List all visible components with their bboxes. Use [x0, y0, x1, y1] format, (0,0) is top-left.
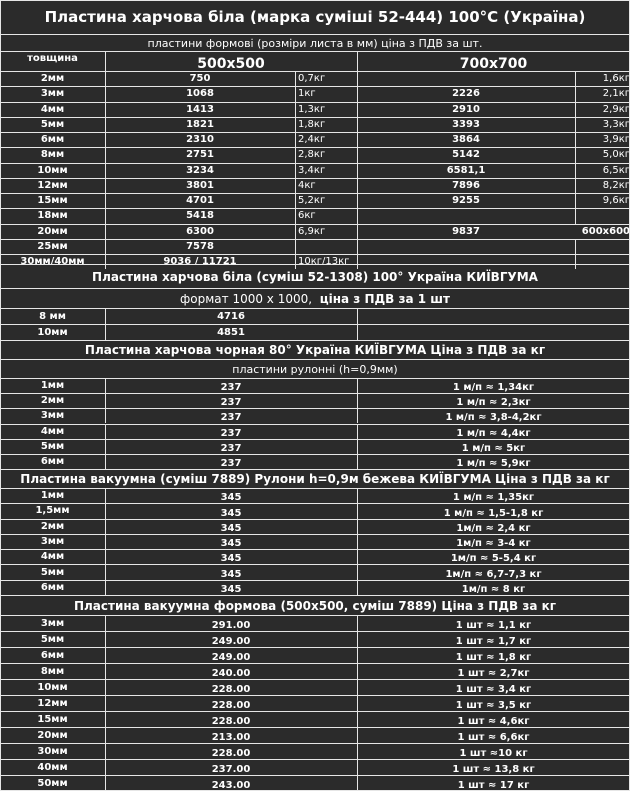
weight-cell: 1м/п ≈ 3-4 кг — [456, 538, 531, 550]
price-700-cell — [357, 240, 575, 254]
price-cell: 345 — [220, 507, 242, 519]
weight-500-cell: 6кг — [298, 210, 316, 222]
thickness-cell: 5мм — [40, 633, 65, 645]
price-700-cell — [357, 72, 575, 86]
thickness-cell: 2мм — [40, 520, 65, 532]
price-500-cell: 3234 — [186, 164, 214, 176]
section1-header-row — [0, 51, 630, 71]
weight-500-cell: 5,2кг — [298, 195, 326, 207]
price-500-cell: 3801 — [186, 179, 214, 191]
table-row — [0, 439, 630, 454]
section2-title-row — [0, 264, 630, 288]
table-row — [0, 308, 630, 324]
thickness-header: товщина — [27, 53, 78, 64]
table-row — [0, 775, 630, 791]
price-700-cell — [357, 209, 575, 223]
thickness-cell: 2мм — [40, 395, 65, 407]
weight-cell: 1 шт ≈ 1,8 кг — [455, 652, 532, 663]
section2-format: формат 1000 х 1000, — [180, 291, 313, 306]
thickness-cell: 5мм — [40, 566, 65, 578]
table-row — [0, 408, 630, 423]
table-row — [0, 193, 630, 208]
weight-cell: 1м/п ≈ 5-5,4 кг — [450, 553, 537, 565]
weight-500-cell: 6,9кг — [298, 225, 326, 237]
price-cell: 228.00 — [211, 700, 251, 711]
price-cell: 249.00 — [211, 636, 251, 647]
thickness-cell: 8мм — [40, 149, 65, 161]
table-row — [0, 695, 630, 711]
section3-title-row — [0, 340, 630, 359]
price-500-cell: 1413 — [186, 103, 214, 115]
price-cell: 345 — [220, 492, 242, 504]
thickness-cell: 30мм/40мм — [20, 256, 85, 268]
weight-cell: 1 м/п ≈ 1,34кг — [452, 382, 535, 394]
weight-cell: 1 м/п ≈ 5кг — [461, 442, 526, 454]
thickness-cell: 50мм — [37, 777, 68, 789]
price-cell: 237 — [220, 397, 242, 409]
thickness-cell: 3мм — [40, 617, 65, 629]
thickness-cell: 4мм — [40, 551, 65, 563]
weight-700-cell: 9,6кг — [602, 195, 630, 207]
weight-500-cell: 0,7кг — [298, 73, 326, 85]
price-700-cell: 5142 — [452, 149, 480, 161]
thickness-cell: 20мм — [37, 729, 68, 741]
price-cell: 228.00 — [211, 684, 251, 695]
table-row — [0, 424, 630, 439]
thickness-cell: 40мм — [37, 761, 68, 773]
weight-700-cell: 1,6кг — [602, 73, 630, 85]
weight-cell: 1 шт ≈ 4,6кг — [457, 716, 530, 727]
price-700-cell: 6581,1 — [446, 164, 486, 176]
table-row — [0, 631, 630, 647]
price-700-cell: 7896 — [452, 179, 480, 191]
table-row — [0, 488, 630, 503]
section4-title: Пластина вакуумна (суміш 7889) Рулони h=0,9м бежева КИЇВГУМА Ціна з ПДВ за кг — [20, 472, 610, 486]
thickness-cell: 5мм — [40, 118, 65, 130]
price-cell: 4716 — [217, 310, 245, 322]
thickness-cell: 3мм — [40, 536, 65, 547]
section2-title: Пластина харчова біла (суміш 52-1308) 100° Україна КИЇВГУМА — [92, 269, 538, 284]
weight-cell: 1 шт ≈ 1,7 кг — [455, 636, 532, 647]
thickness-cell: 3мм — [40, 88, 65, 100]
table-row — [0, 519, 630, 534]
section2-subtitle-row — [0, 288, 630, 308]
price-500-cell: 6300 — [186, 225, 214, 237]
weight-500-cell: 1,8кг — [298, 118, 326, 130]
weight-cell: 1 м/п ≈ 1,35кг — [452, 492, 535, 504]
table-row — [0, 503, 630, 518]
thickness-cell: 6мм — [40, 581, 65, 593]
price-cell: 345 — [220, 553, 242, 565]
price-cell: 4851 — [217, 326, 245, 338]
table-row — [0, 208, 630, 223]
weight-cell: 1м/п ≈ 2,4 кг — [456, 522, 531, 534]
price-500-cell: 750 — [189, 73, 211, 85]
thickness-cell: 10мм — [37, 681, 68, 693]
weight-cell: 1 шт ≈ 3,5 кг — [455, 700, 532, 711]
thickness-cell: 6мм — [40, 134, 65, 146]
weight-cell: 1 м/п ≈ 3,8-4,2кг — [445, 412, 542, 424]
weight-500-cell: 2,8кг — [298, 149, 326, 161]
weight-700-cell — [575, 240, 630, 254]
table-row — [0, 239, 630, 254]
weight-500-cell: 10кг/13кг — [298, 256, 350, 268]
price-cell: 249.00 — [211, 652, 251, 663]
weight-700-cell: 8,2кг — [602, 179, 630, 191]
weight-cell: 1 шт ≈ 6,6кг — [457, 732, 530, 743]
table-row — [0, 711, 630, 727]
table-row — [0, 163, 630, 178]
price-cell: 237 — [220, 412, 242, 424]
price-cell: 237 — [220, 442, 242, 454]
price-700-cell: 9837 — [452, 225, 480, 237]
table-row — [0, 102, 630, 117]
weight-cell: 1 шт ≈ 1,1 кг — [455, 620, 532, 631]
table-row — [0, 71, 630, 86]
thickness-cell: 1мм — [40, 490, 65, 502]
weight-cell: 1м/п ≈ 8 кг — [461, 584, 526, 596]
price-500-cell: 2310 — [186, 134, 214, 146]
section5-title-row — [0, 595, 630, 615]
weight-cell: 1 м/п ≈ 5,9кг — [456, 458, 531, 469]
weight-cell: 1 шт ≈ 13,8 кг — [452, 764, 535, 775]
price-500-cell: 1821 — [186, 118, 214, 130]
weight-cell: 1 шт ≈ 2,7кг — [457, 668, 530, 679]
table-row — [0, 549, 630, 564]
thickness-cell: 12мм — [37, 697, 68, 709]
thickness-cell: 1,5мм — [35, 505, 70, 517]
price-cell: 345 — [220, 584, 242, 596]
thickness-cell: 10мм — [37, 326, 68, 338]
table-row — [0, 117, 630, 132]
thickness-cell: 8 мм — [39, 310, 66, 322]
table-row — [0, 663, 630, 679]
thickness-cell: 30мм — [37, 745, 68, 757]
price-500-cell: 1068 — [186, 88, 214, 100]
weight-700-cell: 2,9кг — [602, 103, 630, 115]
weight-700-cell: 3,9кг — [602, 134, 630, 146]
price-cell: 228.00 — [211, 716, 251, 727]
table-row — [0, 679, 630, 695]
price-500-cell: 2751 — [186, 149, 214, 161]
price-cell: 237 — [220, 382, 242, 394]
price-500-cell: 7578 — [186, 240, 214, 252]
section3-subtitle-row — [0, 359, 630, 378]
section5-title: Пластина вакуумна формова (500х500, суміш 7889) Ціна з ПДВ за кг — [73, 598, 557, 613]
price-700-cell: 2910 — [452, 103, 480, 115]
price-cell: 228.00 — [211, 748, 251, 759]
thickness-cell: 4мм — [40, 425, 65, 437]
table-row — [0, 564, 630, 579]
size-500-header: 500х500 — [197, 56, 265, 71]
price-cell: 237 — [220, 458, 242, 469]
thickness-cell: 8мм — [40, 665, 65, 677]
thickness-cell: 25мм — [37, 240, 68, 252]
thickness-cell: 5мм — [40, 440, 65, 452]
table-row — [0, 324, 630, 340]
thickness-cell: 12мм — [37, 179, 68, 191]
section1-subtitle-row — [0, 34, 630, 51]
table-row — [0, 132, 630, 147]
table-row — [0, 378, 630, 393]
section3-title: Пластина харчова чорная 80° Україна КИЇВГУМА Ціна з ПДВ за кг — [84, 343, 546, 357]
weight-500-cell: 3,4кг — [298, 164, 326, 176]
weight-cell: 1 м/п ≈ 1,5-1,8 кг — [443, 507, 544, 519]
section2-subtitle — [0, 289, 630, 308]
table-row — [0, 224, 630, 239]
weight-500-cell: 1,3кг — [298, 103, 326, 115]
size-700-header: 700х700 — [459, 56, 528, 71]
table-row — [0, 759, 630, 775]
table-row — [0, 393, 630, 408]
thickness-cell: 3мм — [40, 410, 65, 422]
section4-title-row — [0, 469, 630, 488]
weight-700-cell: 2,1кг — [602, 88, 630, 100]
price-700-cell: 3393 — [452, 118, 480, 130]
thickness-cell: 6мм — [40, 649, 65, 661]
price-700-cell: 9255 — [452, 195, 480, 207]
price-cell: 345 — [220, 538, 242, 550]
price-cell: 243.00 — [211, 780, 251, 791]
thickness-cell: 18мм — [37, 210, 68, 222]
weight-700-cell: 600х600 — [581, 225, 630, 237]
price-cell: 213.00 — [211, 732, 251, 743]
section1-title: Пластина харчова біла (марка суміші 52-444) 100°С (Україна) — [44, 7, 586, 26]
table-row — [0, 743, 630, 759]
weight-500-cell: 2,4кг — [298, 134, 326, 146]
thickness-cell: 1мм — [40, 380, 65, 392]
weight-cell: 1 м/п ≈ 2,3кг — [456, 397, 531, 409]
weight-cell: 1м/п ≈ 6,7-7,3 кг — [445, 568, 542, 580]
price-700-cell: 2226 — [452, 88, 480, 100]
price-cell: 345 — [220, 522, 242, 534]
section1-subtitle: пластини формові (розміри листа в мм) ціна з ПДВ за шт. — [147, 36, 483, 50]
table-row — [0, 727, 630, 743]
table-row — [0, 147, 630, 162]
thickness-cell: 4мм — [40, 103, 65, 115]
section1-title-row — [0, 0, 630, 34]
weight-cell: 1 шт ≈ 3,4 кг — [455, 684, 532, 695]
section3-subtitle: пластини рулонні (h=0,9мм) — [232, 362, 398, 376]
thickness-cell: 6мм — [40, 455, 65, 467]
section2-price-note: ціна з ПДВ за 1 шт — [319, 291, 450, 306]
thickness-cell: 15мм — [37, 713, 68, 725]
weight-500-cell — [295, 240, 360, 254]
table-row — [0, 86, 630, 101]
price-500-cell: 4701 — [186, 195, 214, 207]
price-500-cell: 5418 — [186, 210, 214, 222]
price-500-cell: 9036 / 11721 — [163, 256, 237, 268]
weight-500-cell: 1кг — [298, 88, 316, 100]
weight-cell: 1 м/п ≈ 4,4кг — [456, 427, 531, 439]
weight-cell: 1 шт ≈ 17 кг — [457, 780, 530, 791]
weight-500-cell: 4кг — [298, 179, 316, 191]
thickness-cell: 15мм — [37, 195, 68, 207]
price-cell: 291.00 — [211, 620, 251, 631]
price-cell: 237 — [220, 427, 242, 439]
table-row — [0, 615, 630, 631]
price-700-cell: 3864 — [452, 134, 480, 146]
table-row — [0, 178, 630, 193]
price-cell: 240.00 — [211, 668, 251, 679]
table-row — [0, 647, 630, 663]
weight-700-cell: 6,5кг — [602, 164, 630, 176]
weight-cell: 1 шт ≈10 кг — [459, 748, 528, 759]
weight-700-cell: 5,0кг — [602, 149, 630, 161]
price-cell: 345 — [220, 568, 242, 580]
table-row — [0, 454, 630, 469]
table-row — [0, 580, 630, 595]
table-row — [0, 534, 630, 549]
weight-700-cell: 3,3кг — [602, 118, 630, 130]
thickness-cell: 10мм — [37, 164, 68, 176]
price-cell: 237.00 — [211, 764, 251, 775]
weight-700-cell — [575, 209, 630, 223]
thickness-cell: 20мм — [37, 225, 68, 237]
thickness-cell: 2мм — [40, 73, 65, 85]
